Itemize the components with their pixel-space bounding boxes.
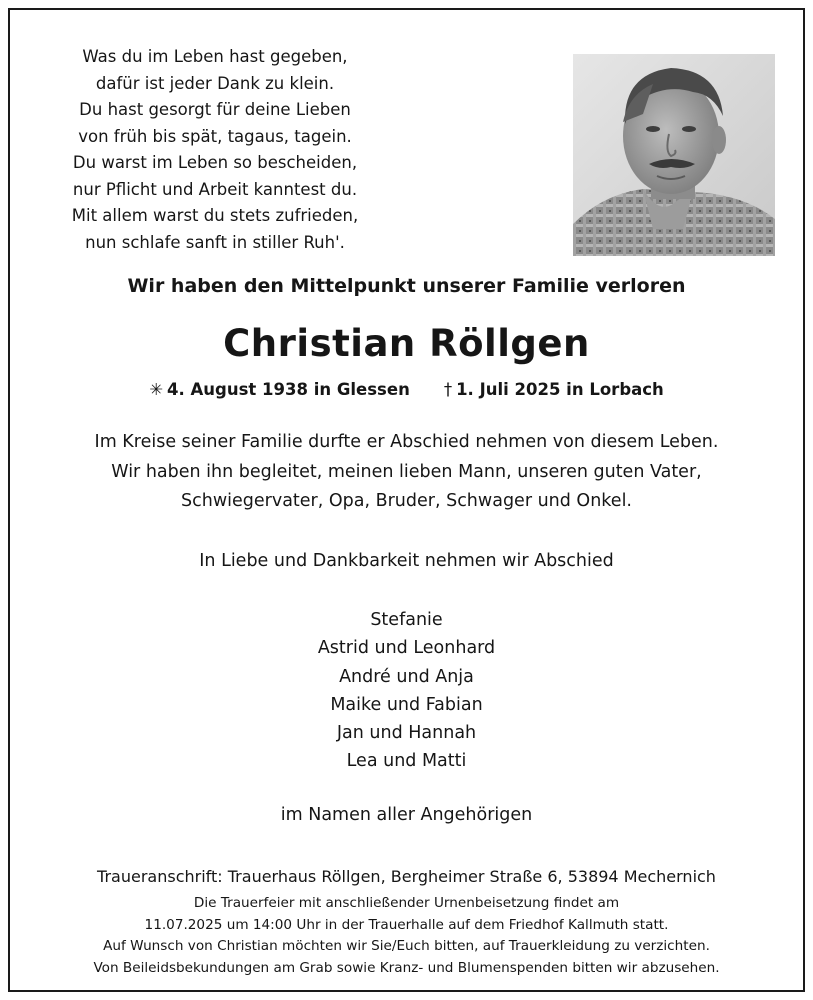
funeral-info-line: Auf Wunsch von Christian möchten wir Sie/Euch bitten, auf Trauerkleidung zu verzichten. [103, 938, 710, 954]
funeral-info-line: 11.07.2025 um 14:00 Uhr in der Trauerhalle auf dem Friedhof Kallmuth statt. [144, 916, 669, 933]
funeral-info [10, 893, 803, 979]
death-cross-icon: † [443, 380, 453, 399]
announcement-text [10, 428, 803, 517]
announcement-line: Im Kreise seiner Familie durfte er Abschied nehmen von diesem Leben. [94, 432, 719, 452]
poem-line: nun schlafe sanft in stiller Ruh'. [85, 232, 345, 252]
family-member: Astrid und Leonhard [317, 638, 496, 659]
funeral-info-line: Von Beileidsbekundungen am Grab sowie Kranz- und Blumenspenden bitten wir abzusehen. [93, 959, 720, 976]
obituary-notice [8, 8, 805, 992]
birth-date: 4. August 1938 in Glessen [167, 380, 410, 399]
poem-line: dafür ist jeder Dank zu klein. [95, 73, 335, 93]
funeral-info-line: Die Trauerfeier mit anschließender Urnenbeisetzung findet am [193, 895, 620, 911]
family-member: André und Anja [339, 666, 474, 687]
family-member: Jan und Hannah [336, 723, 477, 744]
birth-star-icon: ✳ [149, 380, 164, 399]
mourning-address: Traueranschrift: Trauerhaus Röllgen, Bergheimer Straße 6, 53894 Mechernich [97, 867, 716, 886]
portrait-illustration [573, 54, 775, 256]
farewell-line: In Liebe und Dankbarkeit nehmen wir Abschied [199, 551, 614, 571]
family-member: Lea und Matti [346, 751, 467, 772]
announcement-line: Schwiegervater, Opa, Bruder, Schwager und Onkel. [181, 491, 632, 511]
family-signatories [10, 606, 803, 776]
poem-line: von früh bis spät, tagaus, tagein. [78, 126, 352, 146]
life-dates [10, 380, 803, 399]
on-behalf-line: im Namen aller Angehörigen [280, 805, 533, 825]
family-member: Stefanie [370, 610, 443, 630]
poem-line: nur Pflicht und Arbeit kanntest du. [72, 179, 358, 199]
family-member: Maike und Fabian [330, 694, 483, 715]
headline: Wir haben den Mittelpunkt unserer Familie verloren [127, 275, 686, 297]
death-date: 1. Juli 2025 in Lorbach [456, 380, 664, 399]
poem-line: Du hast gesorgt für deine Lieben [79, 100, 351, 119]
deceased-name: Christian Röllgen [223, 322, 590, 365]
memorial-poem [50, 44, 380, 256]
poem-line: Was du im Leben hast gegeben, [82, 47, 348, 66]
poem-line: Mit allem warst du stets zufrieden, [71, 206, 359, 225]
announcement-line: Wir haben ihn begleitet, meinen lieben Mann, unseren guten Vater, [111, 461, 702, 482]
poem-line: Du warst im Leben so bescheiden, [72, 153, 358, 172]
portrait-photo [573, 54, 775, 256]
